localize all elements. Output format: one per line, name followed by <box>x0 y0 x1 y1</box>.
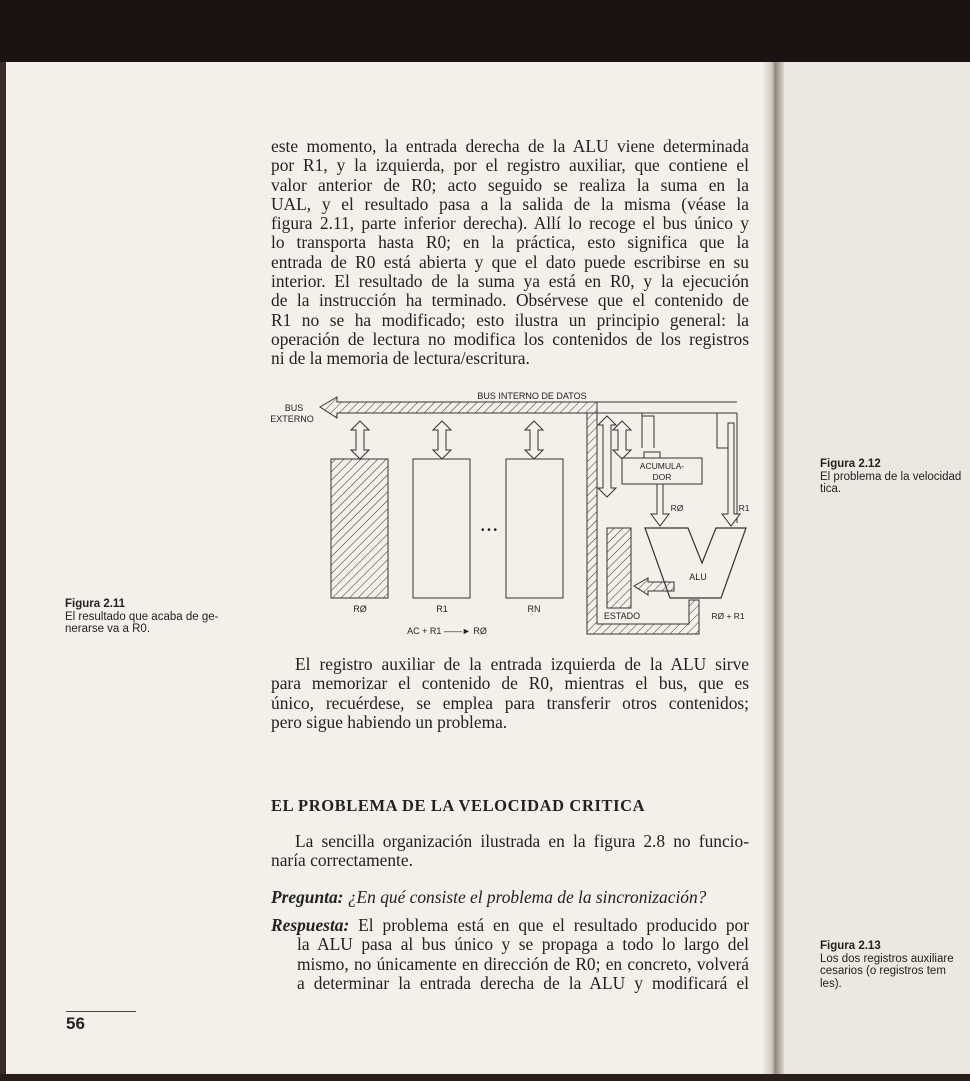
caption-line: les). <box>820 977 842 990</box>
text-line: R1 no se ha modificado; esto ilustra un principio general: la <box>271 309 749 330</box>
bus-externo-label: EXTERNO <box>270 414 314 424</box>
top-dark-border <box>0 0 970 62</box>
text-line: para memorizar el contenido de R0, mientras el bus, que es <box>271 673 749 694</box>
text-line: interior. El resultado de la suma ya está en R0, y la ejecución <box>271 271 749 292</box>
answer <box>271 916 749 993</box>
right-page <box>774 62 970 1074</box>
bottom-dark-border <box>0 1074 970 1081</box>
text-line: El registro auxiliar de la entrada izquierda de la ALU sirve <box>295 654 749 674</box>
alu-label: ALU <box>689 572 707 582</box>
answer-line: la ALU pasa al bus único y se propaga a todo lo largo del <box>297 934 749 955</box>
register-r0 <box>331 459 388 598</box>
answer-line <box>271 916 749 935</box>
label-rn: RN <box>527 604 541 614</box>
alu-input-r0-label: RØ <box>670 503 684 513</box>
text-line: UAL, y el resultado pasa a la salida de la misma (véase la <box>271 193 749 214</box>
caption-title: Figura 2.12 <box>820 458 881 470</box>
caption-line: tica. <box>820 483 842 496</box>
text-line: ni de la memoria de lectura/escritura. <box>271 348 530 369</box>
text-line: lo transporta hasta R0; en la práctica, esto significa que la <box>271 232 749 253</box>
answer-line: a determinar la entrada derecha de la ALU y modificará el <box>297 972 749 993</box>
label-r0: RØ <box>353 604 367 614</box>
caption-line: cesarios (o registros tem <box>820 965 946 978</box>
answer-line: mismo, no únicamente en dirección de R0; en concreto, volverá <box>297 953 749 974</box>
register-rn <box>506 459 563 598</box>
label-r1: R1 <box>436 604 448 614</box>
figure-2-12-caption <box>820 458 970 496</box>
caption-title: Figura 2.11 <box>65 598 126 610</box>
question <box>271 888 749 907</box>
paragraph-2 <box>271 655 749 732</box>
caption-line: El resultado que acaba de ge- <box>65 610 219 623</box>
book-gutter <box>762 62 784 1074</box>
question-line <box>271 888 749 907</box>
caption-line: El problema de la velocidad <box>820 470 962 483</box>
caption-line: Los dos registros auxiliare <box>820 952 954 965</box>
aux-register <box>607 528 631 608</box>
estado-label: ESTADO <box>603 611 641 621</box>
alu-input-r1-label: R1 <box>738 503 750 513</box>
answer-label: Respuesta: <box>271 915 350 935</box>
text-line: La sencilla organización ilustrada en la figura 2.8 no funcio- <box>295 831 749 851</box>
text-line: pero sigue habiendo un problema. <box>271 711 508 732</box>
text-line: operación de lectura no modifica los contenidos de los registros <box>271 328 749 349</box>
dots: • • • <box>480 525 498 536</box>
left-edge <box>0 62 6 1074</box>
figure-2-11-caption <box>65 598 250 636</box>
page-number-rule <box>66 1011 136 1012</box>
paragraph-3 <box>271 832 749 871</box>
paragraph-1 <box>271 137 749 369</box>
question-text: ¿En qué consiste el problema de la sincronización? <box>347 887 707 907</box>
aux-register-arrow <box>598 416 616 497</box>
text-line: de la instrucción ha terminado. Obsérvese que el contenido de <box>271 290 749 311</box>
section-heading: EL PROBLEMA DE LA VELOCIDAD CRITICA <box>271 796 646 815</box>
alu-output-label: RØ + R1 <box>711 611 745 621</box>
register-r1 <box>413 459 470 598</box>
text-line: entrada de R0 está abierta y que el dato puede escribirse en su <box>271 251 749 272</box>
question-label: Pregunta: <box>271 887 344 907</box>
caption-title: Figura 2.13 <box>820 940 881 952</box>
accumulator-label: DOR <box>652 472 672 482</box>
figure-2-11-diagram <box>262 388 762 648</box>
bus-interno-label: BUS INTERNO DE DATOS <box>477 391 587 401</box>
text-line: figura 2.11, parte inferior derecha). Allí lo recoge el bus único y <box>271 213 749 234</box>
text-line: por R1, y la izquierda, por el registro auxiliar, que contiene el <box>271 155 749 176</box>
text-line: único, recuérdese, se emplea para transferir otros contenidos; <box>271 692 749 713</box>
operation-label: AC + R1 ——► RØ <box>407 626 487 636</box>
accumulator-label: ACUMULA- <box>639 461 685 471</box>
figure-2-13-caption <box>820 940 970 990</box>
bus-externo-label: BUS <box>284 403 304 413</box>
answer-text: El problema está en que el resultado producido por <box>358 915 749 935</box>
text-line: naría correctamente. <box>271 850 413 871</box>
caption-line: nerarse va a R0. <box>65 623 151 636</box>
text-line: este momento, la entrada derecha de la ALU viene determinada <box>271 136 749 156</box>
page-number: 56 <box>66 1014 85 1033</box>
text-line: valor anterior de R0; acto seguido se realiza la suma en la <box>271 174 749 195</box>
